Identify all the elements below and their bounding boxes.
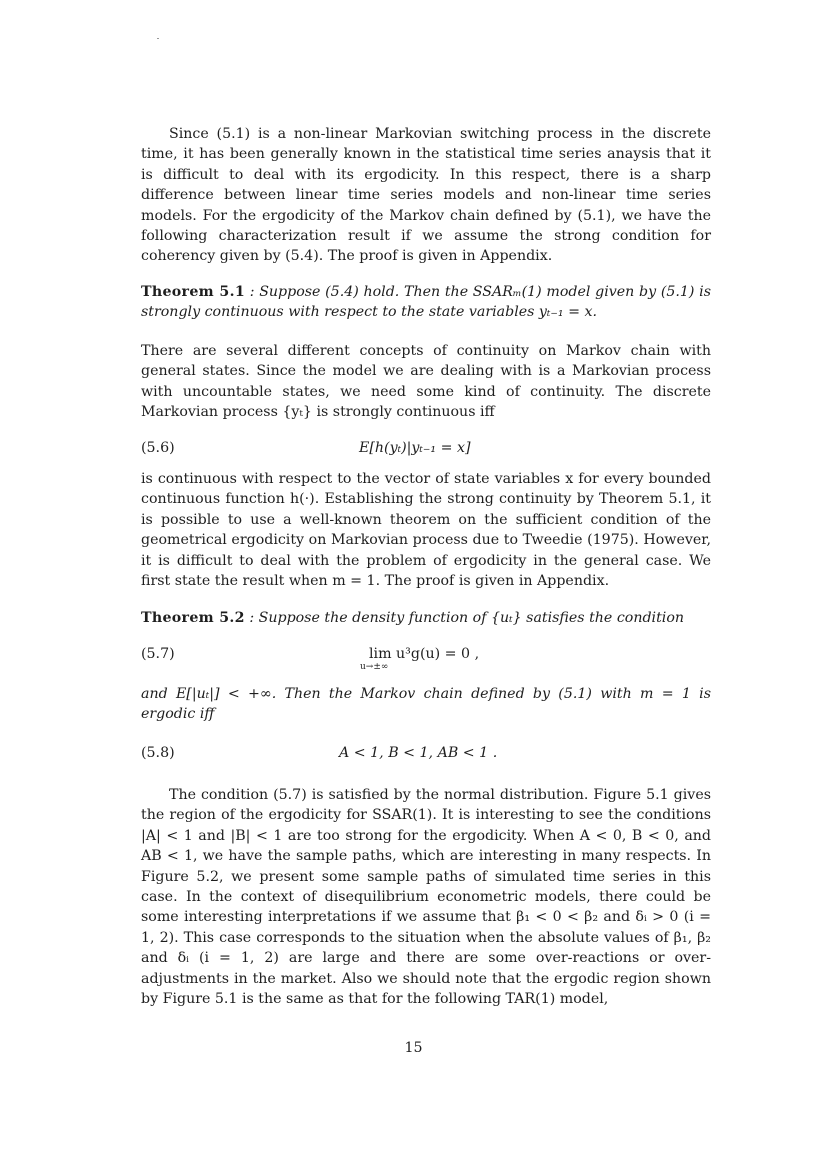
equation-5-6-number: (5.6) — [141, 440, 175, 456]
theorem-5-2 — [141, 608, 711, 628]
equation-5-8 — [141, 745, 711, 767]
equation-5-6 — [141, 440, 711, 462]
theorem-5-2-label: Theorem 5.2 — [141, 610, 245, 626]
theorem-5-1-text: Suppose (5.4) hold. Then the SSARₘ(1) model given by (5.1) is strongly continuous with respect to the state variables yₜ₋₁ = x. — [141, 284, 711, 321]
theorem-5-2-text: Suppose the density function of {uₜ} satisfies the condition — [258, 610, 684, 626]
paragraph-ergodic-region: The condition (5.7) is satisfied by the normal distribution. Figure 5.1 gives the region of the ergodicity for SSAR(1). It is interesting to see the conditions |A| < 1 and |B| < 1 are too strong for the ergodicity. When A < 0, B < 0, and AB < 1, we have the sample paths, which are interesting in many respects. In Figure 5.2, we present some sample paths of simulated time series in this case. In the context of disequilibrium econometric models, there could be some interesting interpretations if we assume that β₁ < 0 < β₂ and δᵢ > 0 (i = 1, 2). This case corresponds to the situation when the absolute values of β₁, β₂ and δᵢ (i = 1, 2) are large and there are some over-reactions or over-adjustments in the market. Also we should note that the ergodic region shown by Figure 5.1 is the same as that for the following TAR(1) model, — [141, 787, 711, 1008]
paragraph-continuity: There are several different concepts of continuity on Markov chain with general states. Since the model we are dealing with is a Markovian process with uncountable states, we need some kind of continuity. The discrete Markovian process {yₜ} is strongly continuous iff — [141, 343, 711, 421]
equation-5-6-body: E[h(yₜ)|yₜ₋₁ = x] — [359, 440, 471, 456]
page-number: 15 — [404, 1040, 423, 1056]
equation-5-7 — [141, 646, 711, 676]
theorem-5-2-sep: : — [244, 610, 259, 626]
equation-5-7-number: (5.7) — [141, 646, 175, 662]
theorem-5-1-label: Theorem 5.1 — [141, 284, 245, 300]
paragraph-ergodicity-intro: Since (5.1) is a non-linear Markovian switching process in the discrete time, it has been generally known in the statistical time series anaysis that it is difficult to deal with its ergodicity. In this respect, there is a sharp difference between linear time series models and non-linear time series models. For the ergodicity of the Markov chain defined by (5.1), we have the following characterization result if we assume the strong condition for coherency given by (5.4). The proof is given in Appendix. — [141, 126, 711, 265]
paragraph-strong-continuity: is continuous with respect to the vector of state variables x for every bounded continuous function h(·). Establishing the strong continuity by Theorem 5.1, it is possible to use a well-known theorem on the sufficient condition of the geometrical ergodicity on Markovian process due to Tweedie (1975). However, it is difficult to deal with the problem of ergodicity in the general case. We first state the result when m = 1. The proof is given in Appendix. — [141, 471, 711, 590]
equation-5-7-body: lim u³g(u) = 0 , — [369, 646, 480, 662]
equation-5-7-limit-subscript: u→±∞ — [360, 662, 389, 672]
scan-speck — [157, 38, 159, 39]
theorem-5-1-sep: : — [245, 284, 260, 300]
theorem-5-2-continued: and E[|uₜ|] < +∞. Then the Markov chain defined by (5.1) with m = 1 is ergodic iff — [141, 686, 711, 723]
equation-5-8-number: (5.8) — [141, 745, 175, 761]
equation-5-8-body: A < 1, B < 1, AB < 1 . — [339, 745, 498, 761]
theorem-5-1 — [141, 282, 711, 323]
